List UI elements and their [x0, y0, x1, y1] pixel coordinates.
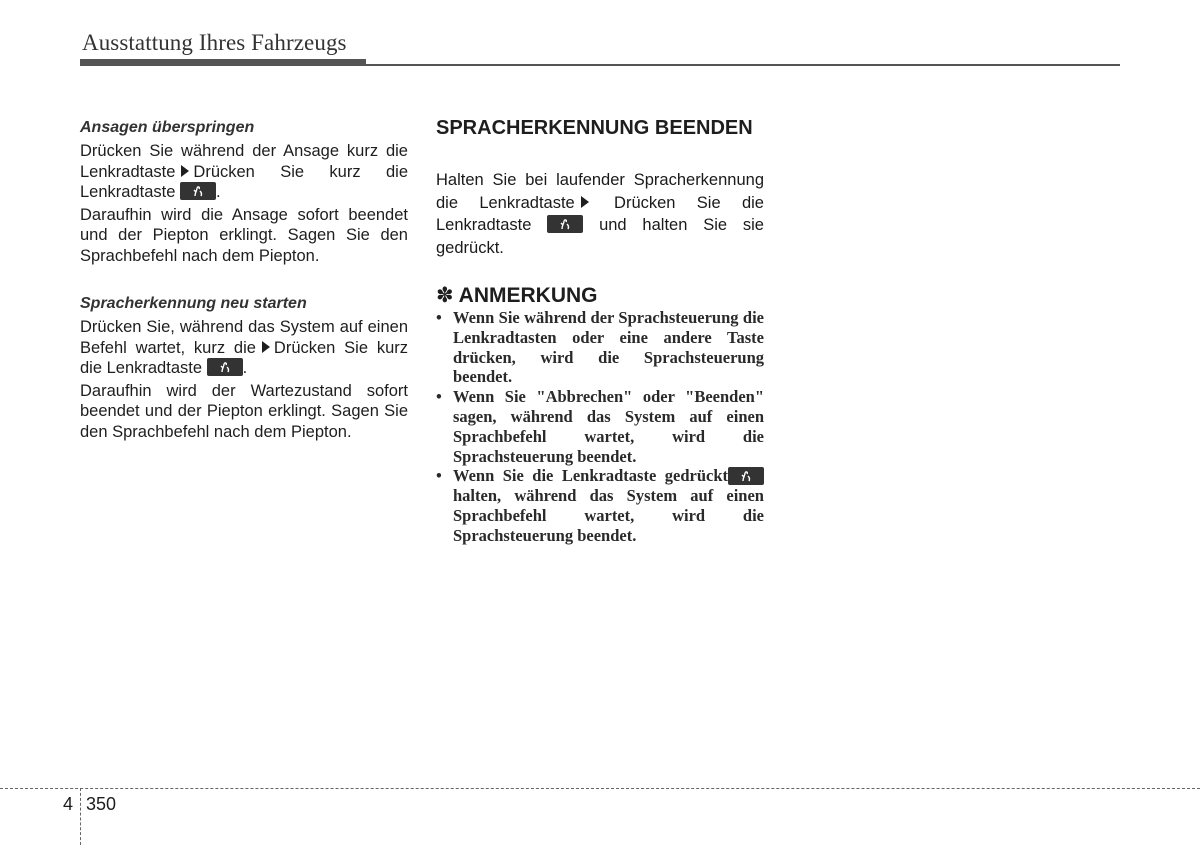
paragraph [436, 169, 764, 259]
voice-key-icon [547, 215, 583, 233]
page-header-title: Ausstattung Ihres Fahrzeugs [82, 30, 347, 55]
header-bar [80, 59, 366, 66]
paragraph [80, 141, 408, 203]
text: . [216, 183, 221, 201]
subheading-restart-recognition: Spracherkennung neu starten [80, 295, 307, 312]
paragraph: Daraufhin wird die Ansage sofort beendet und der Piepton erklingt. Sagen Sie den Sprachbefehl nach dem Piepton. [80, 205, 408, 265]
text: Wenn Sie während der Sprachsteuerung die Lenkradtasten oder eine andere Taste drücken, wird die Sprachsteuerung beendet. [453, 308, 764, 387]
chapter-number: 4 [63, 794, 74, 814]
text: und halten Sie sie gedrückt. [436, 216, 764, 257]
text: gedrückt halten, während das System auf einen Sprachbefehl wartet, wird die Sprachsteuerung beendet. [453, 466, 764, 545]
subheading-skip-announcement: Ansagen überspringen [80, 119, 255, 136]
voice-key-icon [728, 467, 764, 485]
arrow-right-icon [581, 196, 589, 208]
bullet: • [436, 387, 442, 407]
text: Drücken Sie, während das System auf einen Befehl wartet, kurz die [80, 318, 408, 357]
section-title: SPRACHERKENNUNG BEENDEN [436, 117, 753, 139]
list-item [436, 308, 764, 387]
text: Drücken Sie während der Ansage kurz die Lenkradtaste [80, 142, 408, 181]
voice-key-icon [180, 182, 216, 200]
text: . [242, 359, 248, 377]
note-list [436, 308, 764, 546]
middle-column [436, 118, 764, 546]
arrow-right-icon [181, 165, 189, 177]
paragraph: Daraufhin wird der Wartezustand sofort beendet und der Piepton erklingt. Sagen Sie den Sprachbefehl nach dem Piepton. [80, 381, 408, 441]
text: Drücken Sie kurz die Lenkradtaste [80, 162, 408, 201]
page-number: 350 [86, 794, 117, 814]
text: Wenn Sie "Abbrechen" oder "Beenden" sagen, während das System auf einen Sprachbefehl wartet, wird die Sprachsteuerung beendet. [453, 387, 764, 466]
footer-divider [80, 788, 81, 845]
arrow-right-icon [262, 341, 270, 353]
voice-key-icon [207, 358, 243, 376]
note-title: ✽ ANMERKUNG [436, 284, 598, 307]
text: Wenn Sie die Lenkradtaste [453, 466, 657, 486]
header-rule [366, 64, 1120, 66]
bullet: • [436, 466, 442, 486]
list-item [436, 466, 764, 545]
bullet: • [436, 308, 442, 327]
text: Drücken Sie kurz die Lenkradtaste [80, 338, 408, 377]
left-column [80, 118, 408, 444]
text: Drücken Sie die Lenkradtaste [436, 193, 764, 234]
footer-rule [0, 788, 1200, 789]
text: Halten Sie bei laufender Spracherkennung die Lenkradtaste [436, 171, 764, 212]
list-item [436, 387, 764, 466]
paragraph [80, 317, 408, 379]
